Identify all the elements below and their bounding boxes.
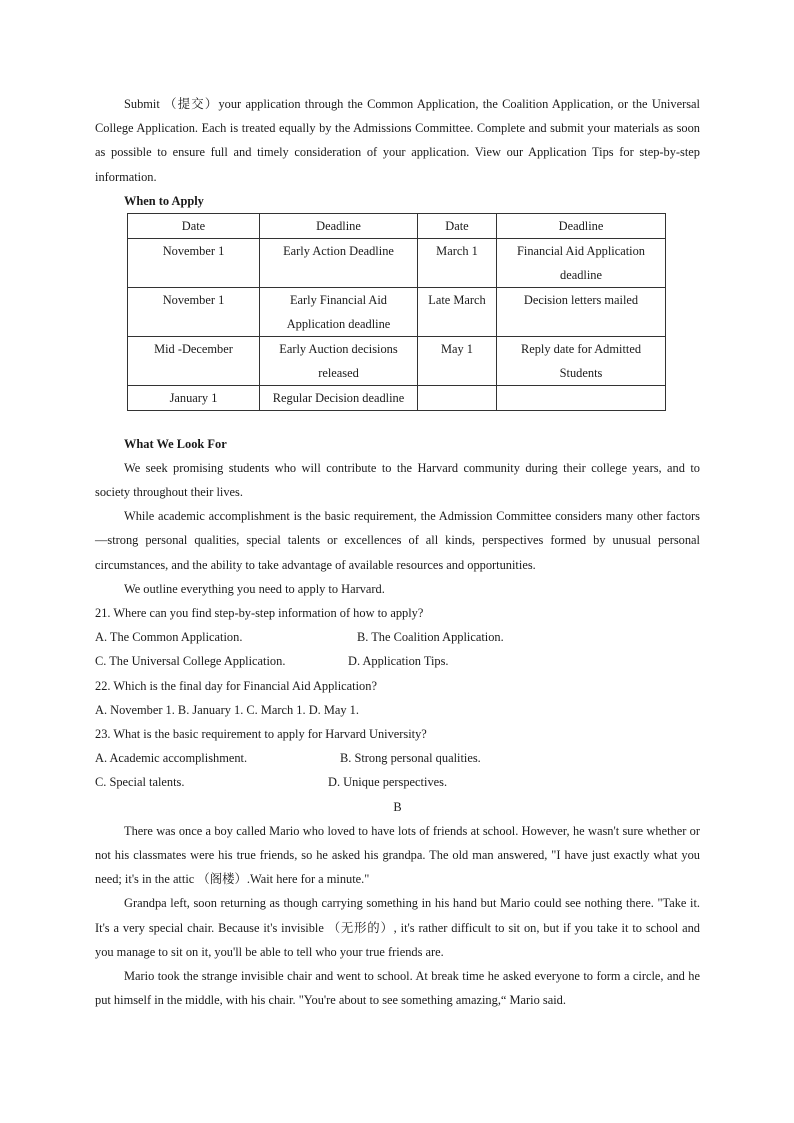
story-paragraph-2: Grandpa left, soon returning as though carrying something in his hand but Mario could see nothing there. "Take it. It's a very special chair. Because it's invisible （无形的）, it's rather difficult to sit on, but if you take it to school and you manage to sit on it, you'll be able to tell who your true friends are.	[95, 896, 700, 959]
question-21-options-row-2	[95, 649, 700, 673]
table-cell: Early Financial Aid Application deadline	[260, 287, 418, 336]
table-header: Date	[128, 213, 260, 238]
table-cell: May 1	[418, 336, 497, 385]
story-paragraph-1: There was once a boy called Mario who loved to have lots of friends at school. However, he wasn't sure whether or not his classmates were his true friends, so he asked his grandpa. The old man answered, "I have just exactly what you need; it's in the attic （阁楼）.Wait here for a minute."	[95, 823, 700, 887]
table-cell: November 1	[128, 287, 260, 336]
table-cell: Early Action Deadline	[260, 238, 418, 287]
what-we-look-for-heading: What We Look For	[124, 436, 227, 451]
table-cell: March 1	[418, 238, 497, 287]
table-row	[128, 336, 666, 385]
table-cell: Early Auction decisions released	[260, 336, 418, 385]
question-23-option-b: B. Strong personal qualities.	[340, 751, 481, 766]
table-cell: Regular Decision deadline	[260, 385, 418, 410]
question-23-option-d: D. Unique perspectives.	[328, 775, 448, 790]
table-row	[128, 385, 666, 410]
question-21-options-row-1	[95, 625, 700, 649]
question-21-stem: 21. Where can you find step-by-step information of how to apply?	[95, 606, 424, 621]
deadline-table	[127, 213, 666, 411]
table-header: Date	[418, 213, 497, 238]
document-page	[95, 92, 700, 1012]
question-21-option-a: A. The Common Application.	[95, 630, 243, 645]
table-row	[128, 238, 666, 287]
table-cell: Financial Aid Application deadline	[497, 238, 666, 287]
table-header-row	[128, 213, 666, 238]
table-cell: November 1	[128, 238, 260, 287]
question-23-options-row-1	[95, 746, 700, 770]
look-for-paragraph-2: While academic accomplishment is the basic requirement, the Admission Committee considers many other factors—strong personal qualities, special talents or excellences of all kinds, perspectives formed by unusual personal circumstances, and the ability to take advantage of available resources and opportunities.	[95, 509, 700, 572]
table-cell	[497, 385, 666, 410]
table-cell: Mid -December	[128, 336, 260, 385]
table-cell	[418, 385, 497, 410]
table-header: Deadline	[497, 213, 666, 238]
section-b-label: B	[393, 799, 402, 814]
table-cell: Late March	[418, 287, 497, 336]
when-to-apply-heading: When to Apply	[124, 193, 204, 208]
look-for-paragraph-1: We seek promising students who will contribute to the Harvard community during their college years, and to society throughout their lives.	[95, 460, 700, 500]
question-21-option-d: D. Application Tips.	[348, 654, 449, 669]
table-cell: January 1	[128, 385, 260, 410]
question-23-option-c: C. Special talents.	[95, 775, 185, 790]
question-22-options: A. November 1. B. January 1. C. March 1. D. May 1.	[95, 702, 359, 717]
table-header: Deadline	[260, 213, 418, 238]
look-for-paragraph-3: We outline everything you need to apply to Harvard.	[124, 581, 385, 596]
table-cell: Decision letters mailed	[497, 287, 666, 336]
question-23-options-row-2	[95, 770, 700, 794]
table-cell: Reply date for Admitted Students	[497, 336, 666, 385]
table-row	[128, 287, 666, 336]
intro-paragraph: Submit （提交）your application through the Common Application, the Coalition Application, or the Universal College Application. Each is treated equally by the Admissions Committee. Complete and submit your materials as soon as possible to ensure full and timely consideration of your application. View our Application Tips for step-by-step information.	[95, 97, 700, 184]
question-21-option-c: C. The Universal College Application.	[95, 654, 286, 669]
story-paragraph-3: Mario took the strange invisible chair and went to school. At break time he asked everyone to form a circle, and he put himself in the middle, with his chair. "You're about to see something amazing,“ Mario said.	[95, 969, 700, 1008]
question-23-option-a: A. Academic accomplishment.	[95, 751, 248, 766]
question-21-option-b: B. The Coalition Application.	[357, 630, 504, 645]
question-22-stem: 22. Which is the final day for Financial Aid Application?	[95, 678, 377, 693]
question-23-stem: 23. What is the basic requirement to apply for Harvard University?	[95, 727, 427, 742]
